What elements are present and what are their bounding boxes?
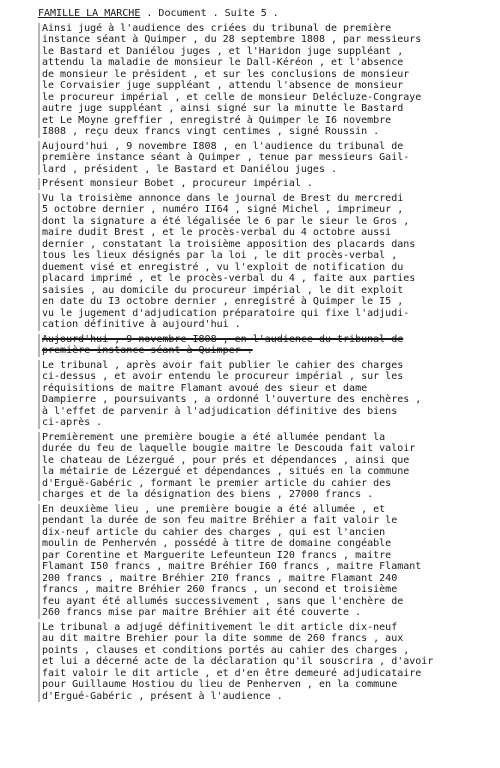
text-line: et Le Moyne greffier , enregistré à Quimper le I6 novembre: [42, 114, 392, 126]
text-line: le Corvaisier juge suppléant , attendu l'absence de monsieur: [42, 80, 404, 91]
text-line: Flamant I50 francs , maitre Bréhier I60 francs , maitre Flamant: [42, 561, 422, 572]
text-line: le Bastard et Daniélou juges , et l'Haridon juge suppléant ,: [42, 45, 404, 57]
text-line: au dit maitre Brehier pour la dite somme de 260 francs , aux: [42, 633, 404, 644]
text-line: I808 , reçu deux francs vingt centimes , signé Roussin .: [42, 126, 380, 137]
text-line: le procureur impérial , et celle de monsieur Delécluze-Congraye: [42, 91, 422, 103]
text-line: dernier , constatant la troisième apposition des placards dans: [42, 238, 416, 250]
text-line: instance séant à Quimper , du 28 septembre 1808 , par messieurs: [42, 34, 422, 45]
text-line: Le tribunal , après avoir fait publier le cahier des charges: [42, 359, 404, 371]
text-line: Le tribunal a adjugé définitivement le dit article dix-neuf: [42, 621, 398, 633]
text-line: saisies , au domicile du procureur impérial , le dit exploit: [42, 284, 404, 296]
struck-paragraph: [38, 334, 492, 357]
text-line: durée du feu de laquelle bougie maitre le Descouda fait valoir: [42, 443, 416, 454]
paragraph: [38, 141, 492, 176]
text-line: Ainsi jugé à l'audience des criées du tribunal de première: [42, 22, 392, 34]
text-line: d'Erguë-Gabéric , formant le premier article du cahier des: [42, 477, 392, 489]
text-line: fait valoir le dit article , et d'en être demeuré adjudicataire: [42, 667, 422, 679]
text-line: Dampierre , poursuivants , a ordonné l'ouverture des enchères ,: [42, 394, 422, 405]
paragraph: [38, 23, 492, 138]
paragraph: [38, 504, 492, 619]
text-line: de monsieur le président , et sur les conclusions de monsieur: [42, 68, 410, 80]
text-line: lard , président , le Bastard et Daniélou juges .: [42, 163, 338, 175]
text-line: cation définitive à aujourd'hui .: [42, 319, 241, 330]
text-line: ci-dessus , et avoir entendu le procureur impérial , sur les: [42, 371, 404, 382]
text-line: duement visé et enregistré , vu l'exploit de notification du: [42, 261, 404, 273]
text-line: première instance séant à Quimper , tenue par messieurs Gail-: [42, 152, 410, 163]
text-line: francs , maitre Bréhier 260 francs , un second et troisième: [42, 584, 398, 595]
text-line: à l'effet de parvenir à l'adjudication définitive des biens: [42, 405, 398, 417]
header-family-name: FAMILLE LA MARCHE: [38, 8, 141, 19]
text-line: Vu la troisième annonce dans le journal de Brest du mercredi: [42, 192, 404, 204]
text-line: en date du I3 octobre dernier , enregistré à Quimper le I5 ,: [42, 296, 404, 307]
paragraph: [38, 193, 492, 331]
text-line: En deuxième lieu , une première bougie a été allumée , et: [42, 503, 386, 515]
text-line: feu ayant été allumés successivement , sans que l'enchère de: [42, 595, 404, 607]
text-line: autre juge suppléant , ainsi signé sur la minutte le Bastard: [42, 103, 404, 114]
text-line: pendant la durée de son feu maitre Bréhier a fait valoir le: [42, 515, 398, 526]
text-line: placard imprimé , et le procès-verbal du 4 , faite aux parties: [42, 273, 416, 284]
text-line: la métairie de Lézergué et dépendances , situés en la commune: [42, 466, 410, 477]
text-line: 200 francs , maitre Bréhier 2I0 francs , maitre Flamant 240: [42, 572, 398, 584]
text-line: pour Guillaume Hostiou du lieu de Penherven , en la commune: [42, 679, 398, 690]
header-subtitle: . Document . Suite 5 .: [140, 8, 279, 19]
text-line: le chateau de Lézergué , pour prés et dépendances , ainsi que: [42, 454, 410, 466]
text-line: moulin de Penhervén , possédé à titre de domaine congéable: [42, 538, 392, 549]
text-line: attendu la maladie de monsieur le Dall-Kéréon , et l'absence: [42, 57, 404, 68]
text-line: charges et de la désignation des biens , 27000 francs .: [42, 489, 374, 500]
text-line: par Corentine et Marguerite Lefeunteun I20 francs , maitre: [42, 549, 392, 561]
text-line: vu le jugement d'adjudication préparatoire qui fixe l'adjudi-: [42, 307, 410, 319]
text-line: et lui a décerné acte de la déclaration qu'il souscrira , d'avoir: [42, 656, 434, 667]
paragraph: [38, 178, 492, 190]
text-line: d'Ergué-Gabéric , présent à l'audience .: [42, 690, 283, 702]
text-line: réquisitions de maitre Flamant avoué des sieur et dame: [42, 382, 368, 394]
text-line: 260 francs mise par maitre Bréhier ait été couverte .: [42, 607, 362, 618]
text-line: ci-après .: [42, 417, 103, 428]
text-line: Aujourd'hui , 9 novembre I808 , en l'audience du tribunal de: [42, 333, 404, 345]
text-line: dont la signature a été légalisée le 6 par le sieur le Gros ,: [42, 215, 410, 227]
text-line: Aujourd'hui , 9 novembre I808 , en l'audience du tribunal de: [42, 140, 404, 152]
paragraph: [38, 622, 492, 703]
text-line: dix-neuf article du cahier des charges , qui est l'ancien: [42, 526, 386, 538]
text-line: première instance séant à Quimper .: [42, 345, 253, 356]
paragraph: [38, 360, 492, 429]
document-body: [38, 23, 492, 703]
document-header: [38, 8, 492, 20]
text-line: maire dudit Brest , et le procès-verbal du 4 octobre aussi: [42, 227, 392, 238]
text-line: Premièrement une première bougie a été allumée pendant la: [42, 431, 386, 443]
paragraph: [38, 432, 492, 501]
text-line: points , clauses et conditions portés au cahier des charges ,: [42, 644, 410, 656]
text-line: Présent monsieur Bobet , procureur impérial .: [42, 178, 313, 189]
text-line: tous les lieux désignés par la loi , le dit procès-verbal ,: [42, 250, 398, 261]
text-line: 5 octobre dernier , numéro II64 , signé Michel , imprimeur ,: [42, 204, 404, 215]
